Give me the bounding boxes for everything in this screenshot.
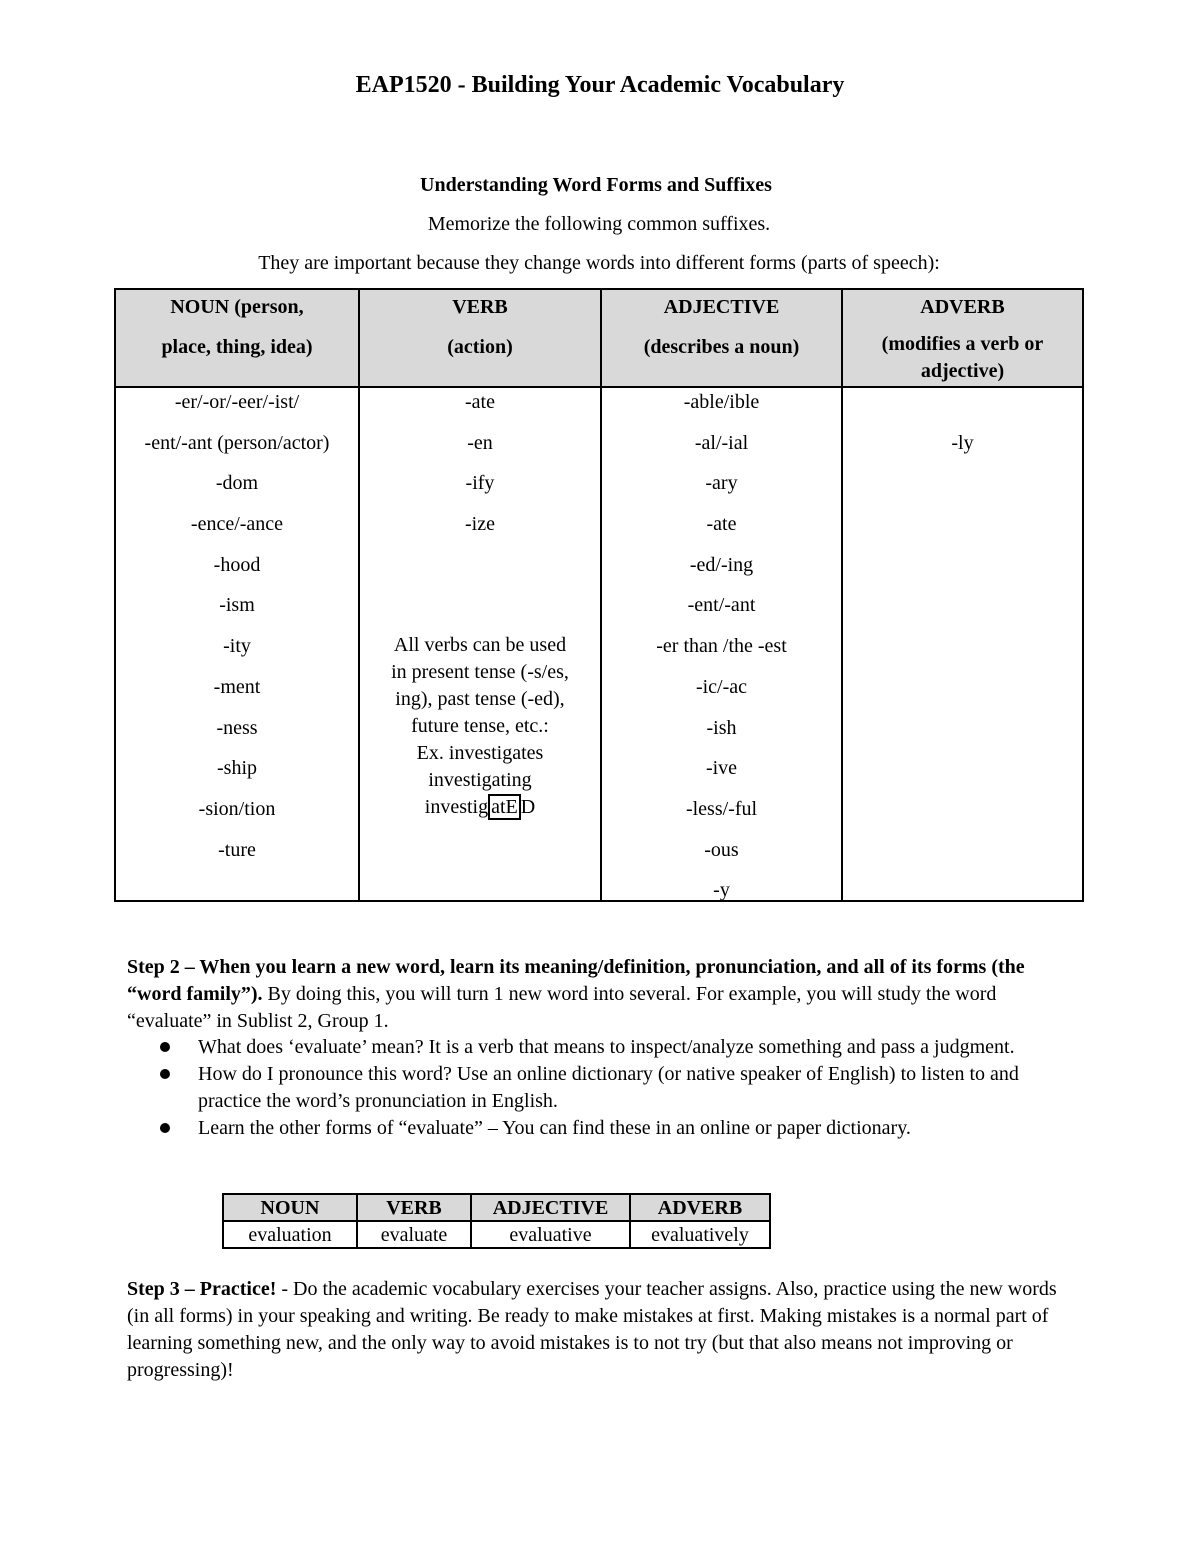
table-header-noun: NOUN: [223, 1194, 357, 1221]
verb-tense-note: [360, 632, 600, 821]
header-adjective-line1: ADJECTIVE: [663, 296, 780, 318]
verb-note-suffix: D: [520, 796, 536, 818]
verb-suffix-column: [360, 388, 600, 551]
verb-note-line: Ex. investigates: [416, 742, 544, 764]
page-title: EAP1520 - Building Your Academic Vocabulary: [355, 72, 845, 98]
verb-suffix-item: -ify: [465, 472, 495, 495]
verb-note-line: future tense, etc.:: [411, 715, 549, 737]
bullet-icon: [160, 1069, 170, 1079]
adverb-suffix-column: [843, 388, 1082, 469]
verb-note-line: ing), past tense (-ed),: [395, 688, 565, 710]
suffix-table: [114, 288, 1084, 902]
step-2-paragraph: [127, 954, 1077, 1035]
table-cell-adjective: evaluative: [471, 1221, 630, 1248]
verb-note-line: All verbs can be used: [393, 634, 567, 656]
table-header-row: [223, 1194, 770, 1221]
header-adjective-line2: (describes a noun): [643, 336, 800, 358]
verb-note-line: investigating: [428, 769, 532, 791]
noun-suffix-item: -ment: [213, 675, 261, 698]
bullet-icon: [160, 1123, 170, 1133]
verb-note-boxed-suffix: atE: [488, 794, 521, 820]
adjective-suffix-item: -less/-ful: [685, 797, 758, 820]
bullet-text: Learn the other forms of “evaluate” – You can find these in an online or paper dictionary.: [198, 1117, 911, 1139]
list-item: [160, 1061, 1070, 1115]
verb-suffix-item: -ate: [465, 391, 495, 413]
intro-line-2: They are important because they change words into different forms (parts of speech):: [258, 252, 940, 274]
adjective-suffix-item: -ate: [706, 513, 737, 536]
noun-suffix-item: -sion/tion: [198, 797, 276, 820]
noun-suffix-item: -dom: [215, 472, 259, 495]
adjective-suffix-item: -er than /the -est: [656, 635, 787, 658]
word-family-table: [222, 1193, 771, 1249]
verb-suffix-item: -ize: [465, 513, 495, 536]
noun-suffix-item: -ship: [217, 757, 257, 780]
header-adverb-line2: (modifies a verb or adjective): [881, 333, 1044, 382]
adjective-suffix-item: -able/ible: [683, 391, 760, 413]
table-cell-adverb: evaluatively: [630, 1221, 770, 1248]
intro-line-1: Memorize the following common suffixes.: [427, 213, 771, 235]
bullet-text: How do I pronounce this word? Use an online dictionary (or native speaker of English) to listen to and practice the word’s pronunciation in English.: [198, 1063, 1019, 1112]
step-2-heading: Step 2 – When you learn a new word, learn its meaning/definition, pronunciation, and all of its forms (the “word family”).: [127, 956, 1025, 1005]
adjective-suffix-item: -ary: [705, 472, 738, 495]
adjective-suffix-item: -y: [713, 879, 730, 902]
header-verb-line1: VERB: [452, 296, 508, 318]
verb-note-line: in present tense (-s/es,: [391, 661, 569, 683]
bullet-icon: [160, 1042, 170, 1052]
adjective-suffix-column: [602, 388, 841, 917]
adjective-suffix-item: -ed/-ing: [689, 553, 754, 576]
table-header-adverb: ADVERB: [630, 1194, 770, 1221]
adjective-suffix-item: -ive: [705, 757, 738, 780]
adjective-suffix-item: -ic/-ac: [695, 675, 748, 698]
adjective-suffix-item: -ent/-ant: [687, 594, 756, 617]
step-3-heading: Step 3 – Practice!: [127, 1278, 277, 1300]
header-noun: [116, 290, 358, 386]
section-heading: Understanding Word Forms and Suffixes: [420, 174, 772, 196]
noun-suffix-item: -ism: [219, 594, 255, 617]
list-item: [160, 1115, 1070, 1142]
table-cell-noun: evaluation: [223, 1221, 357, 1248]
header-adverb: [843, 290, 1082, 386]
step-2-bullet-list: [160, 1034, 1070, 1142]
verb-note-example-investigated: [360, 794, 600, 821]
step-2-text: By doing this, you will turn 1 new word into several. For example, you will study the word “evaluate” in Sublist 2, Group 1.: [127, 983, 997, 1032]
step-3-paragraph: [127, 1276, 1077, 1384]
adverb-suffix-item: -ly: [951, 431, 974, 454]
table-row: [223, 1221, 770, 1248]
adjective-suffix-item: -ous: [704, 838, 739, 861]
header-noun-line1: NOUN (person,: [170, 296, 304, 318]
noun-suffix-item: -ture: [218, 838, 256, 861]
verb-suffix-item: -en: [467, 431, 493, 454]
header-verb-line2: (action): [447, 336, 513, 358]
step-3-text: - Do the academic vocabulary exercises your teacher assigns. Also, practice using the new words (in all forms) in your speaking and writing. Be ready to make mistakes at first. Making mistakes is a normal part of learning something new, and the only way to avoid mistakes is to not try (but that also means not improving or progressing)!: [127, 1278, 1057, 1381]
noun-suffix-item: -ness: [216, 716, 258, 739]
verb-note-prefix: investig: [424, 796, 489, 818]
header-noun-line2: place, thing, idea): [161, 336, 313, 358]
noun-suffix-item: -ent/-ant (person/actor): [144, 431, 330, 454]
noun-suffix-item: -ity: [223, 635, 251, 658]
adjective-suffix-item: -al/-ial: [694, 431, 749, 454]
header-adjective: [602, 290, 841, 386]
table-header-adjective: ADJECTIVE: [471, 1194, 630, 1221]
table-header-verb: VERB: [357, 1194, 471, 1221]
bullet-text: What does ‘evaluate’ mean? It is a verb that means to inspect/analyze something and pass a judgment.: [198, 1036, 1015, 1058]
adverb-suffix-item: [843, 388, 1082, 429]
header-adverb-line1: ADVERB: [920, 296, 1005, 318]
noun-suffix-item: -er/-or/-eer/-ist/: [174, 391, 300, 413]
noun-suffix-item: -hood: [213, 553, 261, 576]
adjective-suffix-item: -ish: [706, 716, 737, 739]
table-cell-verb: evaluate: [357, 1221, 471, 1248]
header-verb: [360, 290, 600, 386]
list-item: [160, 1034, 1070, 1061]
noun-suffix-column: [116, 388, 358, 876]
noun-suffix-item: -ence/-ance: [190, 513, 284, 536]
